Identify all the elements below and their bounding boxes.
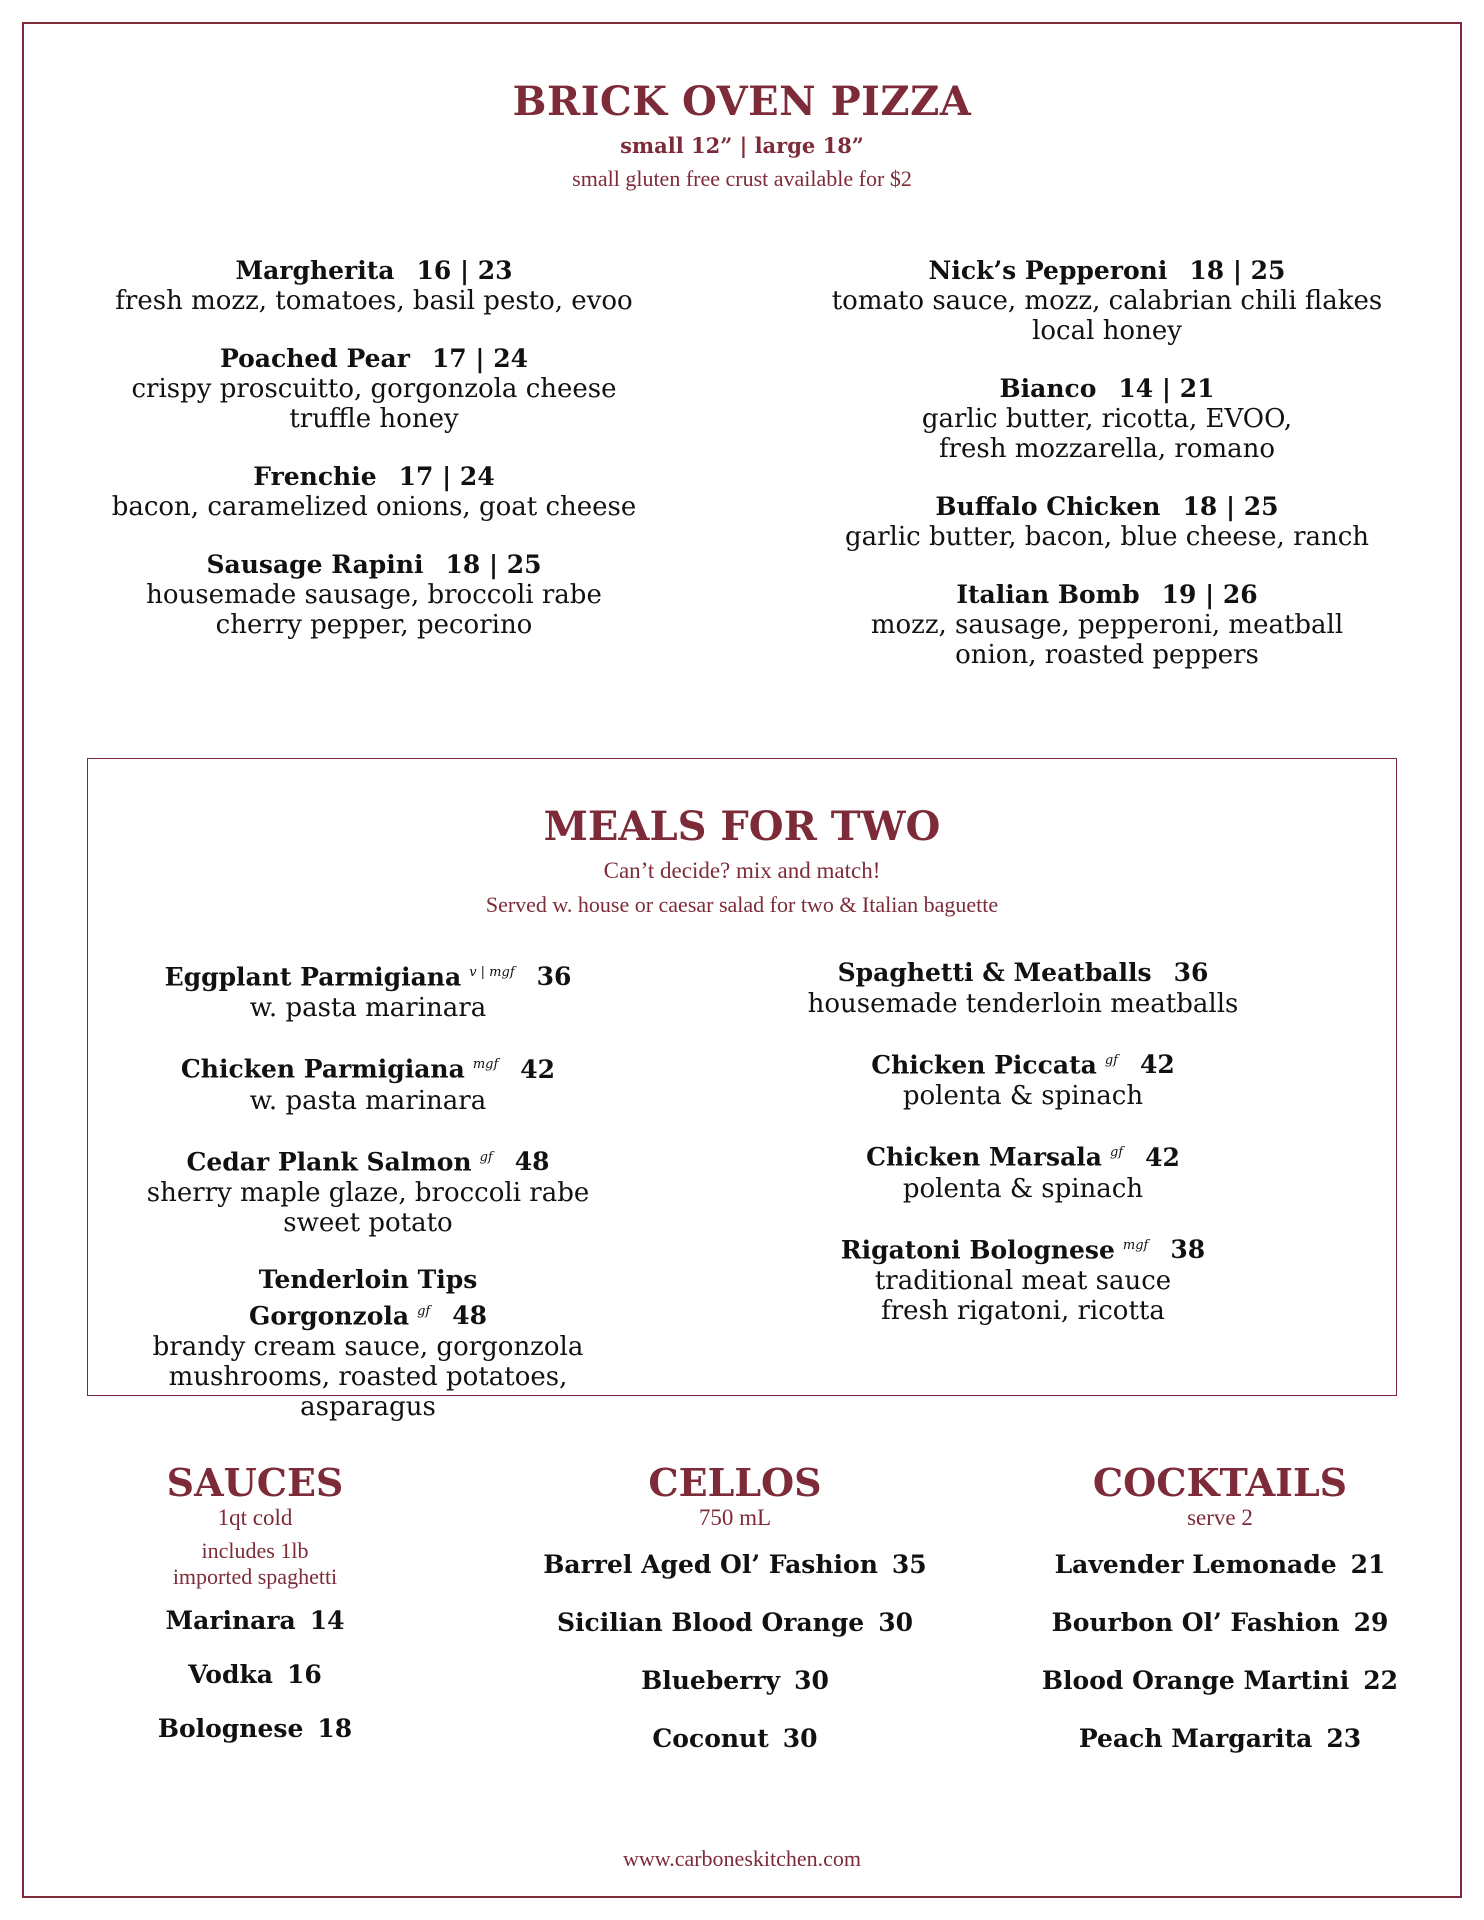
cocktails-serving: serve 2 bbox=[1187, 1505, 1253, 1530]
meals-list-right bbox=[788, 957, 1258, 1352]
website-link[interactable]: www.carboneskitchen.com bbox=[622, 1846, 862, 1871]
meal-name: Chicken Piccata bbox=[871, 1050, 1097, 1080]
meal-price: 42 bbox=[1145, 1142, 1180, 1172]
meal-description: w. pasta marinara bbox=[249, 1085, 487, 1116]
pizza-price: 19 | 26 bbox=[1161, 580, 1258, 609]
meal-item bbox=[138, 957, 598, 1023]
pizza-list-left bbox=[94, 256, 654, 668]
page-title: BRICK OVEN PIZZA bbox=[512, 78, 972, 125]
cocktails-list bbox=[1010, 1550, 1430, 1754]
list-item bbox=[1010, 1550, 1430, 1580]
list-item bbox=[520, 1608, 950, 1638]
pizza-name: Italian Bomb bbox=[956, 580, 1140, 609]
diet-tag: mgf bbox=[1122, 1237, 1149, 1253]
pizza-description: fresh mozz, tomatoes, basil pesto, evoo bbox=[115, 286, 633, 316]
pizza-item bbox=[822, 256, 1392, 346]
item-name: Bolognese bbox=[157, 1714, 304, 1743]
pizza-item bbox=[822, 580, 1392, 670]
meal-item bbox=[788, 1045, 1258, 1111]
meal-price: 42 bbox=[1139, 1050, 1175, 1080]
pizza-header bbox=[0, 78, 1484, 192]
cocktails-title: COCKTAILS bbox=[1092, 1460, 1348, 1505]
pizza-description: mozz, sausage, pepperoni, meatball onion, roasted peppers bbox=[870, 610, 1344, 670]
item-name: Vodka bbox=[188, 1660, 273, 1689]
meals-list-left bbox=[138, 957, 598, 1448]
meal-name: Tenderloin Tips Gorgonzola bbox=[248, 1264, 478, 1331]
diet-tag: gf bbox=[479, 1149, 493, 1165]
list-item bbox=[520, 1550, 950, 1580]
list-item bbox=[520, 1666, 950, 1696]
cellos-list bbox=[520, 1550, 950, 1754]
pizza-item bbox=[822, 492, 1392, 552]
item-name: Lavender Lemonade bbox=[1054, 1550, 1337, 1579]
cellos-size: 750 mL bbox=[698, 1505, 772, 1530]
item-name: Blood Orange Martini bbox=[1041, 1666, 1350, 1695]
pizza-name: Bianco bbox=[999, 374, 1097, 403]
meal-item bbox=[138, 1049, 598, 1115]
pizza-price: 16 | 23 bbox=[416, 256, 513, 285]
item-price: 23 bbox=[1326, 1724, 1362, 1753]
meal-item bbox=[788, 1230, 1258, 1326]
item-name: Bourbon Ol’ Fashion bbox=[1051, 1608, 1340, 1637]
gluten-free-note: small gluten free crust available for $2 bbox=[572, 166, 912, 191]
pizza-description: housemade sausage, broccoli rabe cherry pepper, pecorino bbox=[146, 580, 602, 640]
meal-item bbox=[788, 1137, 1258, 1203]
diet-tag: gf bbox=[1104, 1053, 1118, 1068]
meals-header bbox=[88, 803, 1396, 918]
pizza-description: bacon, caramelized onions, goat cheese bbox=[111, 492, 637, 522]
sauces-section bbox=[110, 1462, 400, 1768]
pizza-description: crispy proscuitto, gorgonzola cheese truffle honey bbox=[131, 374, 617, 434]
list-item bbox=[1010, 1666, 1430, 1696]
meal-price: 48 bbox=[514, 1146, 550, 1176]
list-item bbox=[110, 1606, 400, 1636]
diet-tag: mgf bbox=[472, 1057, 499, 1073]
meal-description: housemade tenderloin meatballs bbox=[807, 989, 1239, 1019]
sauces-note: includes 1lb imported spaghetti bbox=[172, 1538, 338, 1589]
meal-description: polenta & spinach bbox=[902, 1081, 1144, 1112]
item-name: Coconut bbox=[652, 1724, 769, 1753]
diet-tag: gf bbox=[417, 1303, 431, 1319]
meals-subtitle: Can’t decide? mix and match! bbox=[603, 858, 881, 883]
meal-name: Spaghetti & Meatballs bbox=[837, 958, 1152, 987]
cocktails-section bbox=[1010, 1462, 1430, 1782]
pizza-item bbox=[94, 550, 654, 640]
pizza-name: Margherita bbox=[235, 256, 395, 285]
cellos-title: CELLOS bbox=[648, 1460, 822, 1505]
meals-served-note: Served w. house or caesar salad for two & Italian baguette bbox=[485, 892, 999, 917]
pizza-item bbox=[94, 256, 654, 316]
pizza-list-right bbox=[822, 256, 1392, 698]
item-price: 22 bbox=[1363, 1666, 1399, 1695]
sauces-size: 1qt cold bbox=[217, 1505, 293, 1530]
item-price: 16 bbox=[286, 1660, 322, 1689]
pizza-name: Poached Pear bbox=[220, 344, 410, 373]
meal-description: polenta & spinach bbox=[902, 1173, 1144, 1204]
meal-name: Eggplant Parmigiana bbox=[164, 962, 462, 992]
meal-price: 42 bbox=[520, 1054, 556, 1084]
pizza-description: garlic butter, ricotta, EVOO, fresh mozzarella, romano bbox=[921, 404, 1293, 464]
item-name: Marinara bbox=[165, 1606, 296, 1635]
meal-price: 36 bbox=[536, 962, 572, 992]
meal-item bbox=[138, 1142, 598, 1238]
meal-description: brandy cream sauce, gorgonzola mushrooms, roasted potatoes, asparagus bbox=[152, 1332, 584, 1423]
meal-description: traditional meat sauce fresh rigatoni, ricotta bbox=[874, 1265, 1172, 1326]
pizza-price: 18 | 25 bbox=[1189, 256, 1286, 285]
cellos-section bbox=[520, 1462, 950, 1782]
item-price: 14 bbox=[309, 1606, 345, 1635]
diet-tag: v | mgf bbox=[469, 965, 515, 980]
pizza-item bbox=[94, 462, 654, 522]
diet-tag: gf bbox=[1109, 1145, 1124, 1161]
item-price: 30 bbox=[782, 1724, 818, 1753]
pizza-price: 17 | 24 bbox=[398, 462, 495, 491]
item-price: 30 bbox=[878, 1608, 913, 1637]
pizza-item bbox=[94, 344, 654, 434]
meal-description: w. pasta marinara bbox=[249, 993, 487, 1024]
item-name: Barrel Aged Ol’ Fashion bbox=[543, 1550, 878, 1579]
pizza-price: 18 | 25 bbox=[445, 550, 542, 579]
list-item bbox=[520, 1724, 950, 1754]
sauces-title: SAUCES bbox=[166, 1460, 344, 1505]
pizza-name: Sausage Rapini bbox=[206, 550, 424, 579]
list-item bbox=[1010, 1608, 1430, 1638]
item-price: 35 bbox=[891, 1550, 927, 1579]
list-item bbox=[110, 1714, 400, 1744]
pizza-price: 17 | 24 bbox=[431, 344, 528, 373]
item-price: 21 bbox=[1350, 1550, 1386, 1579]
pizza-name: Nick’s Pepperoni bbox=[928, 256, 1168, 285]
list-item bbox=[110, 1660, 400, 1690]
pizza-name: Frenchie bbox=[253, 462, 377, 491]
meal-item bbox=[788, 957, 1258, 1019]
pizza-price: 14 | 21 bbox=[1118, 374, 1215, 403]
item-price: 18 bbox=[317, 1714, 353, 1743]
meal-price: 48 bbox=[452, 1301, 488, 1331]
meal-name: Cedar Plank Salmon bbox=[186, 1146, 472, 1176]
pizza-name: Buffalo Chicken bbox=[935, 492, 1161, 521]
meal-name: Rigatoni Bolognese bbox=[840, 1234, 1115, 1264]
meal-price: 38 bbox=[1170, 1234, 1206, 1264]
pizza-item bbox=[822, 374, 1392, 464]
pizza-price: 18 | 25 bbox=[1182, 492, 1279, 521]
meals-title: MEALS FOR TWO bbox=[543, 803, 941, 850]
meals-for-two-box bbox=[87, 758, 1397, 1423]
item-name: Sicilian Blood Orange bbox=[556, 1608, 865, 1637]
list-item bbox=[1010, 1724, 1430, 1754]
item-name: Blueberry bbox=[641, 1666, 781, 1695]
item-name: Peach Margarita bbox=[1078, 1724, 1313, 1753]
item-price: 29 bbox=[1353, 1608, 1389, 1637]
meal-name: Chicken Marsala bbox=[866, 1142, 1102, 1172]
item-price: 30 bbox=[794, 1666, 829, 1695]
pizza-sizes: small 12” | large 18” bbox=[620, 133, 864, 158]
meal-description: sherry maple glaze, broccoli rabe sweet potato bbox=[146, 1177, 590, 1238]
sauces-list bbox=[110, 1606, 400, 1744]
pizza-description: garlic butter, bacon, blue cheese, ranch bbox=[844, 522, 1370, 552]
meal-item bbox=[138, 1264, 598, 1422]
meal-price: 36 bbox=[1173, 958, 1209, 987]
pizza-description: tomato sauce, mozz, calabrian chili flakes local honey bbox=[831, 286, 1383, 346]
meal-name: Chicken Parmigiana bbox=[180, 1054, 465, 1084]
